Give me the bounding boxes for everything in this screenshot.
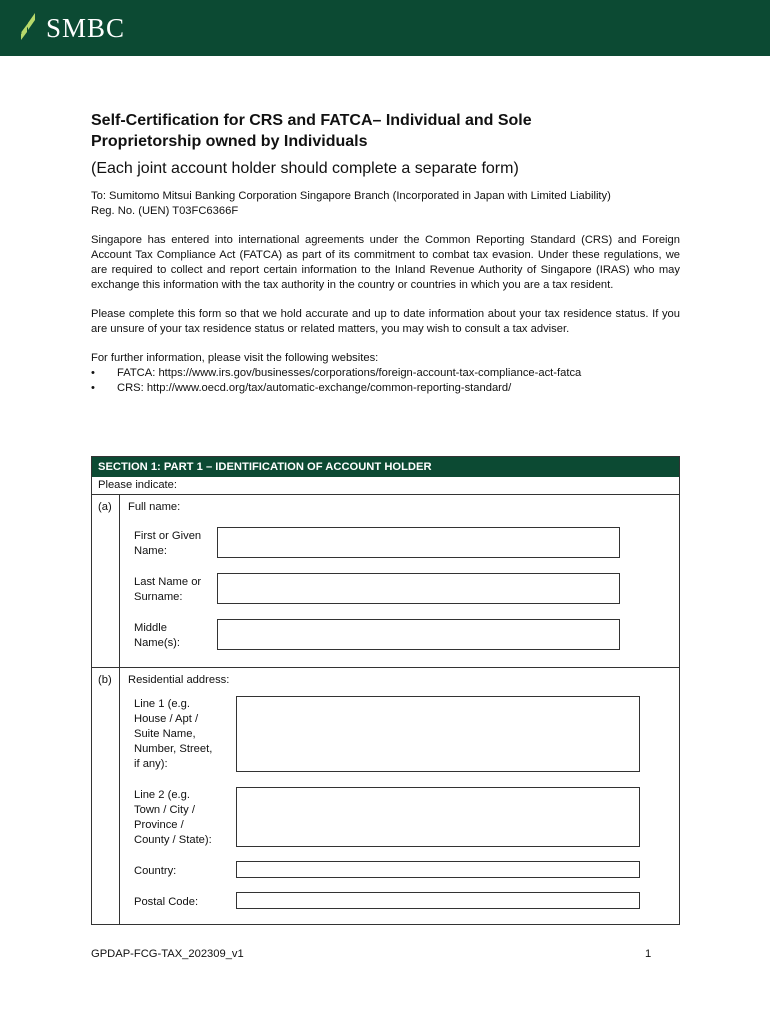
addressee-line: To: Sumitomo Mitsui Banking Corporation Singapore Branch (Incorporated in Japan with Limited Liability) bbox=[91, 190, 611, 202]
column-divider bbox=[119, 668, 120, 924]
intro-paragraph: Singapore has entered into international agreements under the Common Reporting Standard (CRS) and Foreign Account Tax Compliance Act (FATCA) as part of its commitment to combat tax evasion. Under these regulations, we are required to collect and report certain information to the Inland Revenue Authority of Singapore (IRAS) who may exchange this information with the tax authority in the country or countries in which you are a tax resident. bbox=[91, 234, 680, 291]
postal-code-label: Postal Code: bbox=[134, 896, 199, 908]
websites-intro: For further information, please visit the following websites: bbox=[91, 352, 379, 364]
label-text: if any): bbox=[134, 758, 168, 770]
middle-name-input[interactable] bbox=[217, 619, 620, 650]
addressee-block bbox=[91, 189, 680, 219]
row-letter: (b) bbox=[98, 674, 112, 686]
full-name-heading: Full name: bbox=[128, 501, 181, 513]
page-subtitle: (Each joint account holder should complete a separate form) bbox=[91, 160, 519, 177]
label-text: House / Apt / bbox=[134, 713, 199, 725]
logo-text: SMBC bbox=[46, 12, 126, 43]
label-text: Name: bbox=[134, 545, 167, 557]
smbc-leaf-icon bbox=[18, 12, 38, 42]
middle-name-label bbox=[134, 621, 180, 651]
label-text: County / State): bbox=[134, 834, 212, 846]
crs-link[interactable]: • CRS: http://www.oecd.org/tax/automatic-exchange/common-reporting-standard/ bbox=[91, 381, 680, 396]
title-line-2: Proprietorship owned by Individuals bbox=[91, 133, 368, 150]
section-1-identification bbox=[91, 456, 680, 925]
address-line1-label bbox=[134, 697, 212, 772]
first-name-label bbox=[134, 529, 201, 559]
label-text: Line 1 (e.g. bbox=[134, 698, 190, 710]
label-text: Suite Name, bbox=[134, 728, 196, 740]
full-name-row bbox=[92, 495, 679, 668]
label-text: Town / City / bbox=[134, 804, 195, 816]
label-text: Surname: bbox=[134, 591, 183, 603]
section-heading: SECTION 1: PART 1 – IDENTIFICATION OF ACCOUNT HOLDER bbox=[92, 457, 679, 477]
label-text: Name(s): bbox=[134, 637, 180, 649]
title-line-1: Self-Certification for CRS and FATCA– Individual and Sole bbox=[91, 112, 532, 129]
label-text: First or Given bbox=[134, 530, 202, 542]
label-text: Last Name or bbox=[134, 576, 202, 588]
page-title bbox=[91, 110, 680, 152]
residential-address-row bbox=[92, 668, 679, 924]
postal-code-input[interactable] bbox=[236, 892, 640, 909]
first-name-input[interactable] bbox=[217, 527, 620, 558]
fatca-link[interactable]: • FATCA: https://www.irs.gov/businesses/corporations/foreign-account-tax-compliance-act-fatca bbox=[91, 366, 680, 381]
row-letter: (a) bbox=[98, 501, 112, 513]
address-heading: Residential address: bbox=[128, 674, 230, 686]
instruction-paragraph: Please complete this form so that we hold accurate and up to date information about your tax residence status. If you are unsure of your tax residence status or related matters, you may wish to consult a tax adviser. bbox=[91, 308, 680, 335]
header-divider bbox=[0, 56, 770, 58]
last-name-label bbox=[134, 575, 201, 605]
label-text: Province / bbox=[134, 819, 184, 831]
registration-line: Reg. No. (UEN) T03FC6366F bbox=[91, 205, 239, 217]
address-line1-input[interactable] bbox=[236, 696, 640, 772]
page-number: 1 bbox=[645, 948, 652, 960]
label-text: Number, Street, bbox=[134, 743, 213, 755]
form-code: GPDAP-FCG-TAX_202309_v1 bbox=[91, 948, 244, 960]
websites-list bbox=[91, 366, 680, 396]
form-intro bbox=[91, 110, 680, 396]
address-line2-label bbox=[134, 788, 212, 848]
last-name-input[interactable] bbox=[217, 573, 620, 604]
brand-logo bbox=[18, 10, 125, 44]
address-line2-input[interactable] bbox=[236, 787, 640, 847]
label-text: Line 2 (e.g. bbox=[134, 789, 190, 801]
country-input[interactable] bbox=[236, 861, 640, 878]
column-divider bbox=[119, 495, 120, 667]
section-instruction: Please indicate: bbox=[92, 477, 679, 495]
label-text: Middle bbox=[134, 622, 167, 634]
country-label: Country: bbox=[134, 865, 177, 877]
